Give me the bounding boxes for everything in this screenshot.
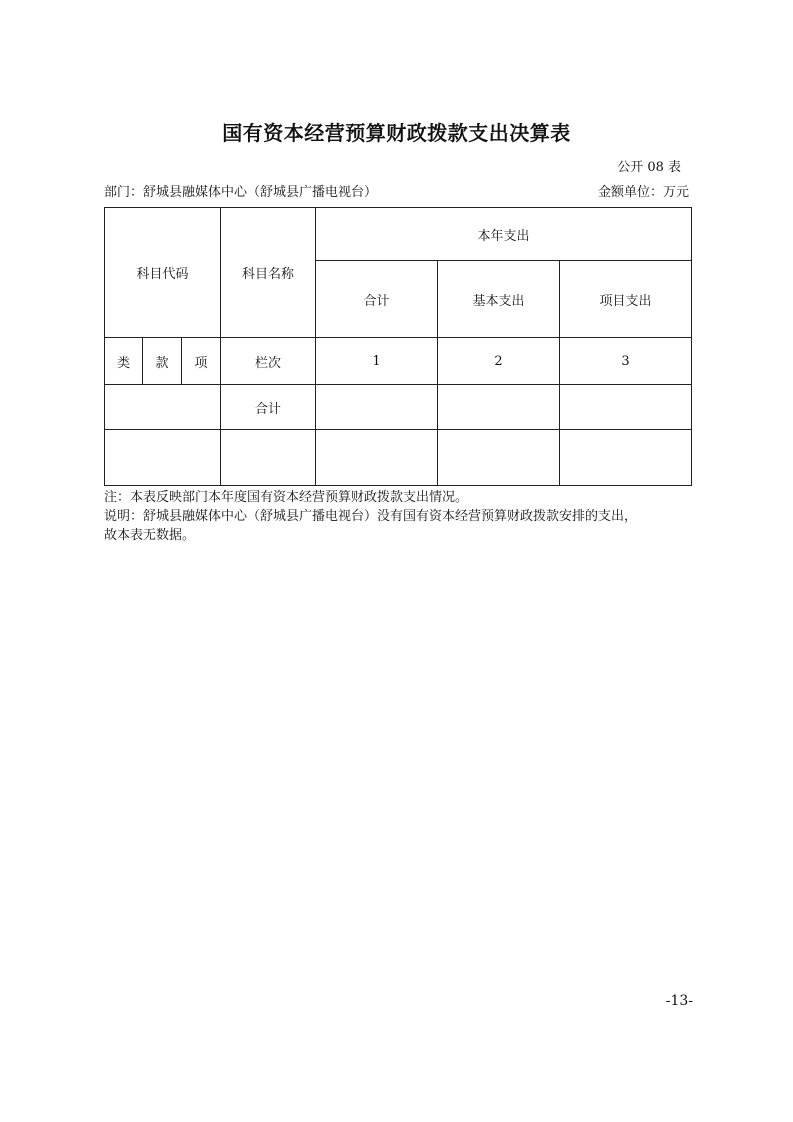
column-number-2: 2 xyxy=(438,338,560,385)
current-year-expense-header: 本年支出 xyxy=(316,208,692,261)
note-text: 注：本表反映部门本年度国有资本经营预算财政拨款支出情况。 xyxy=(104,490,469,505)
total-row-cell xyxy=(560,385,692,430)
category-header: 类 xyxy=(105,338,143,385)
page-number: -13- xyxy=(665,993,693,1009)
column-number-3: 3 xyxy=(560,338,692,385)
item-header: 项 xyxy=(182,338,221,385)
basic-expense-header: 基本支出 xyxy=(438,261,560,338)
column-index-row xyxy=(105,338,692,385)
total-row-label: 合计 xyxy=(221,385,316,430)
page-title: 国有资本经营预算财政拨款支出决算表 xyxy=(222,121,571,145)
department-label: 部门：舒城县融媒体中心（舒城县广播电视台） xyxy=(104,185,378,200)
column-number-1: 1 xyxy=(316,338,438,385)
expense-table xyxy=(104,207,692,486)
column-index-label: 栏次 xyxy=(221,338,316,385)
explanation-text-line-1: 说明：舒城县融媒体中心（舒城县广播电视台）没有国有资本经营预算财政拨款安排的支出， xyxy=(104,509,638,524)
section-header: 款 xyxy=(143,338,182,385)
total-row-cell xyxy=(316,385,438,430)
explanation-text-line-2: 故本表无数据。 xyxy=(104,528,196,543)
subject-name-header: 科目名称 xyxy=(221,208,316,338)
empty-cell xyxy=(316,430,438,486)
total-row-code xyxy=(105,385,221,430)
total-row xyxy=(105,385,692,430)
form-number: 公开 08 表 xyxy=(617,160,681,175)
header-row-1 xyxy=(105,208,692,261)
total-row-cell xyxy=(438,385,560,430)
empty-cell xyxy=(438,430,560,486)
unit-label: 金额单位：万元 xyxy=(597,185,689,200)
empty-cell xyxy=(105,430,221,486)
table-row xyxy=(105,430,692,486)
notes-section xyxy=(104,488,704,545)
empty-cell xyxy=(221,430,316,486)
empty-cell xyxy=(560,430,692,486)
project-expense-header: 项目支出 xyxy=(560,261,692,338)
total-header: 合计 xyxy=(316,261,438,338)
subject-code-header: 科目代码 xyxy=(105,208,221,338)
